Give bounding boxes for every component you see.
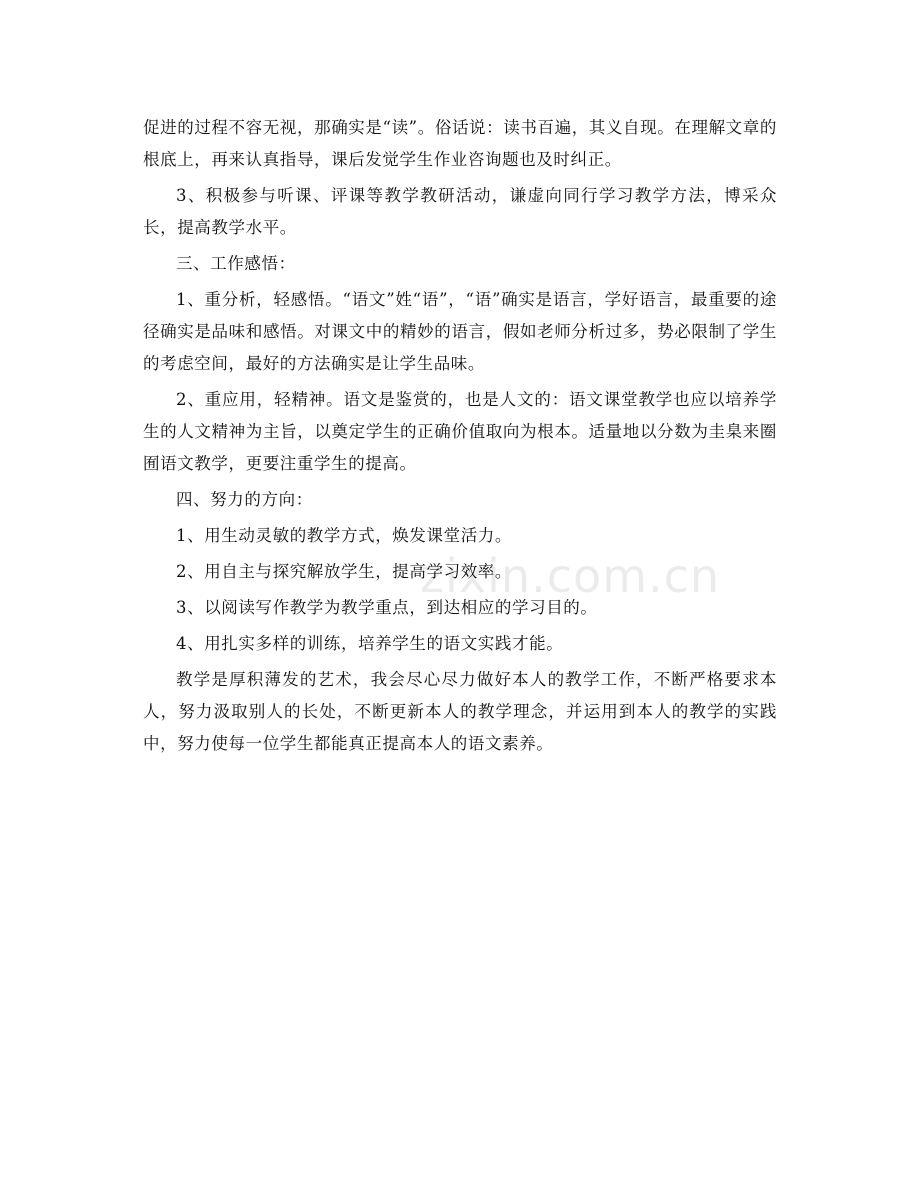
paragraph-item-3: 3、积极参与听课、评课等教学教研活动，谦虚向同行学习教学方法，博采众长，提高教学水平。 (143, 186, 777, 237)
paragraph-insight-1: 1、重分析，轻感悟。“语文”姓“语”，“语”确实是语言，学好语言，最重要的途径确实是品味和感悟。对课文中的精妙的语言，假如老师分析过多，势必限制了学生的考虑空间，最好的方法确实是让学生品味。 (143, 290, 777, 373)
paragraph-direction-4: 4、用扎实多样的训练，培养学生的语文实践才能。 (176, 634, 564, 653)
watermark-text: zixin.com.cn (420, 549, 721, 603)
paragraph-insight-2: 2、重应用，轻精神。语文是鉴赏的，也是人文的：语文课堂教学也应以培养学生的人文精神为主旨，以奠定学生的正确价值取向为根本。适量地以分数为圭臬来圈囿语文教学，更要注重学生的提高。 (143, 390, 777, 473)
section-heading-3: 三、工作感悟： (176, 254, 296, 273)
paragraph-direction-2: 2、用自主与探究解放学生，提高学习效率。 (176, 562, 512, 581)
paragraph-direction-3: 3、以阅读写作教学为教学重点，到达相应的学习目的。 (176, 598, 598, 617)
paragraph-direction-1: 1、用生动灵敏的教学方式，焕发课堂活力。 (176, 526, 512, 545)
paragraph-conclusion: 教学是厚积薄发的艺术，我会尽心尽力做好本人的教学工作，不断严格要求本人，努力汲取别人的长处，不断更新本人的教学理念，并运用到本人的教学的实践中，努力使每一位学生都能真正提高本人的语文素养。 (143, 670, 777, 753)
document-body (143, 112, 777, 764)
paragraph-continuation: 促进的过程不容无视，那确实是“读”。俗话说：读书百遍，其义自现。在理解文章的根底上，再来认真指导，课后发觉学生作业咨询题也及时纠正。 (143, 118, 777, 169)
section-heading-4: 四、努力的方向： (176, 490, 313, 509)
